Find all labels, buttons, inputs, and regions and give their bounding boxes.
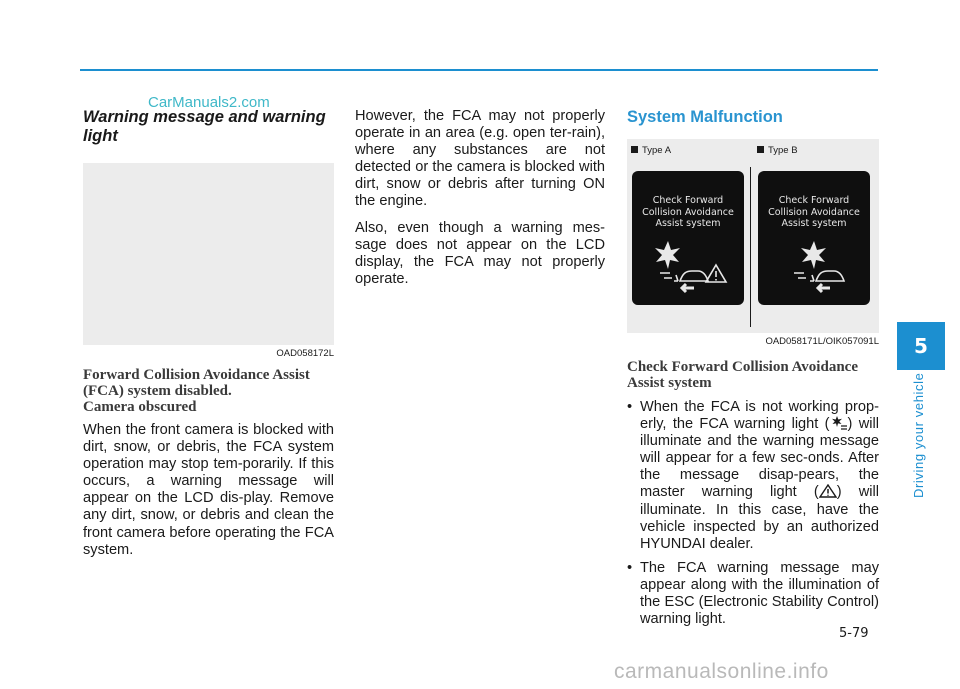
square-bullet-icon: [631, 146, 638, 153]
right-column: [627, 108, 879, 635]
warning-triangle-icon: [819, 484, 837, 498]
screen-message-a: Check Forward Collision Avoidance Assist system: [642, 195, 734, 229]
lcd-screen-type-b: [758, 171, 870, 305]
header-rule: [80, 69, 878, 71]
camera-obscured-body: When the front camera is blocked with dirt, snow, or debris, the FCA system operation may stop tem-porarily. If this occurs, a warning message will appear on the LCD dis-play. Remove any dirt, snow, or debris and clean the front camera before operating the FCA system.: [83, 422, 334, 558]
middle-paragraph-2: Also, even though a warning mes-sage does not appear on the LCD display, the FCA may not properly operate.: [355, 219, 605, 287]
section-title-malfunction: System Malfunction: [627, 108, 783, 126]
type-a-label: Type A: [631, 145, 671, 156]
check-fca-heading: Check Forward Collision Avoidance Assist system: [627, 359, 858, 391]
fca-warning-graphic-icon: [772, 237, 856, 297]
left-column: [83, 108, 334, 559]
middle-column: [355, 108, 605, 288]
screen-message-b: Check Forward Collision Avoidance Assist system: [768, 195, 860, 229]
lcd-message-panel: [627, 139, 879, 333]
page-number: 5-79: [839, 626, 869, 641]
image-code: OAD058171L/OIK057091L: [765, 336, 879, 347]
watermark-bottom: carmanualsonline.info: [614, 660, 829, 683]
fca-warning-graphic-icon: [646, 237, 730, 297]
lcd-screen-type-a: [632, 171, 744, 305]
panel-divider: [750, 167, 751, 327]
watermark-top: CarManuals2.com: [148, 94, 270, 111]
fca-disabled-heading: Forward Collision Avoidance Assist (FCA) system disabled.: [83, 367, 310, 399]
chapter-tab: 5: [897, 322, 945, 370]
square-bullet-icon: [757, 146, 764, 153]
malfunction-bullets: [627, 399, 879, 628]
fca-collision-icon: [830, 416, 848, 430]
section-title-warning: Warning message and warning light: [83, 108, 326, 145]
type-b-label: Type B: [757, 145, 798, 156]
chapter-side-title: Driving your vehicle: [911, 372, 926, 498]
image-code: OAD058172L: [276, 348, 334, 359]
middle-paragraph-1: However, the FCA may not properly operate in an area (e.g. open ter-rain), where any substances are not detected or the camera is blocked with dirt, snow or debris after turning ON the engine.: [355, 108, 605, 210]
camera-obscured-heading: Camera obscured: [83, 399, 197, 415]
warning-image-placeholder: [83, 163, 334, 345]
list-item: • The FCA warning message may appear along with the illumination of the ESC (Electronic Stability Control) warning light.: [627, 560, 879, 628]
list-item: • When the FCA is not working prop-erly, the FCA warning light ( ) will illuminate and the warning message will appear for a few sec-onds. After the message disap-pears, the master warning light ( ) will illuminate. In this case, have the vehicle inspected by an authorized HYUNDAI dealer.: [627, 399, 879, 553]
